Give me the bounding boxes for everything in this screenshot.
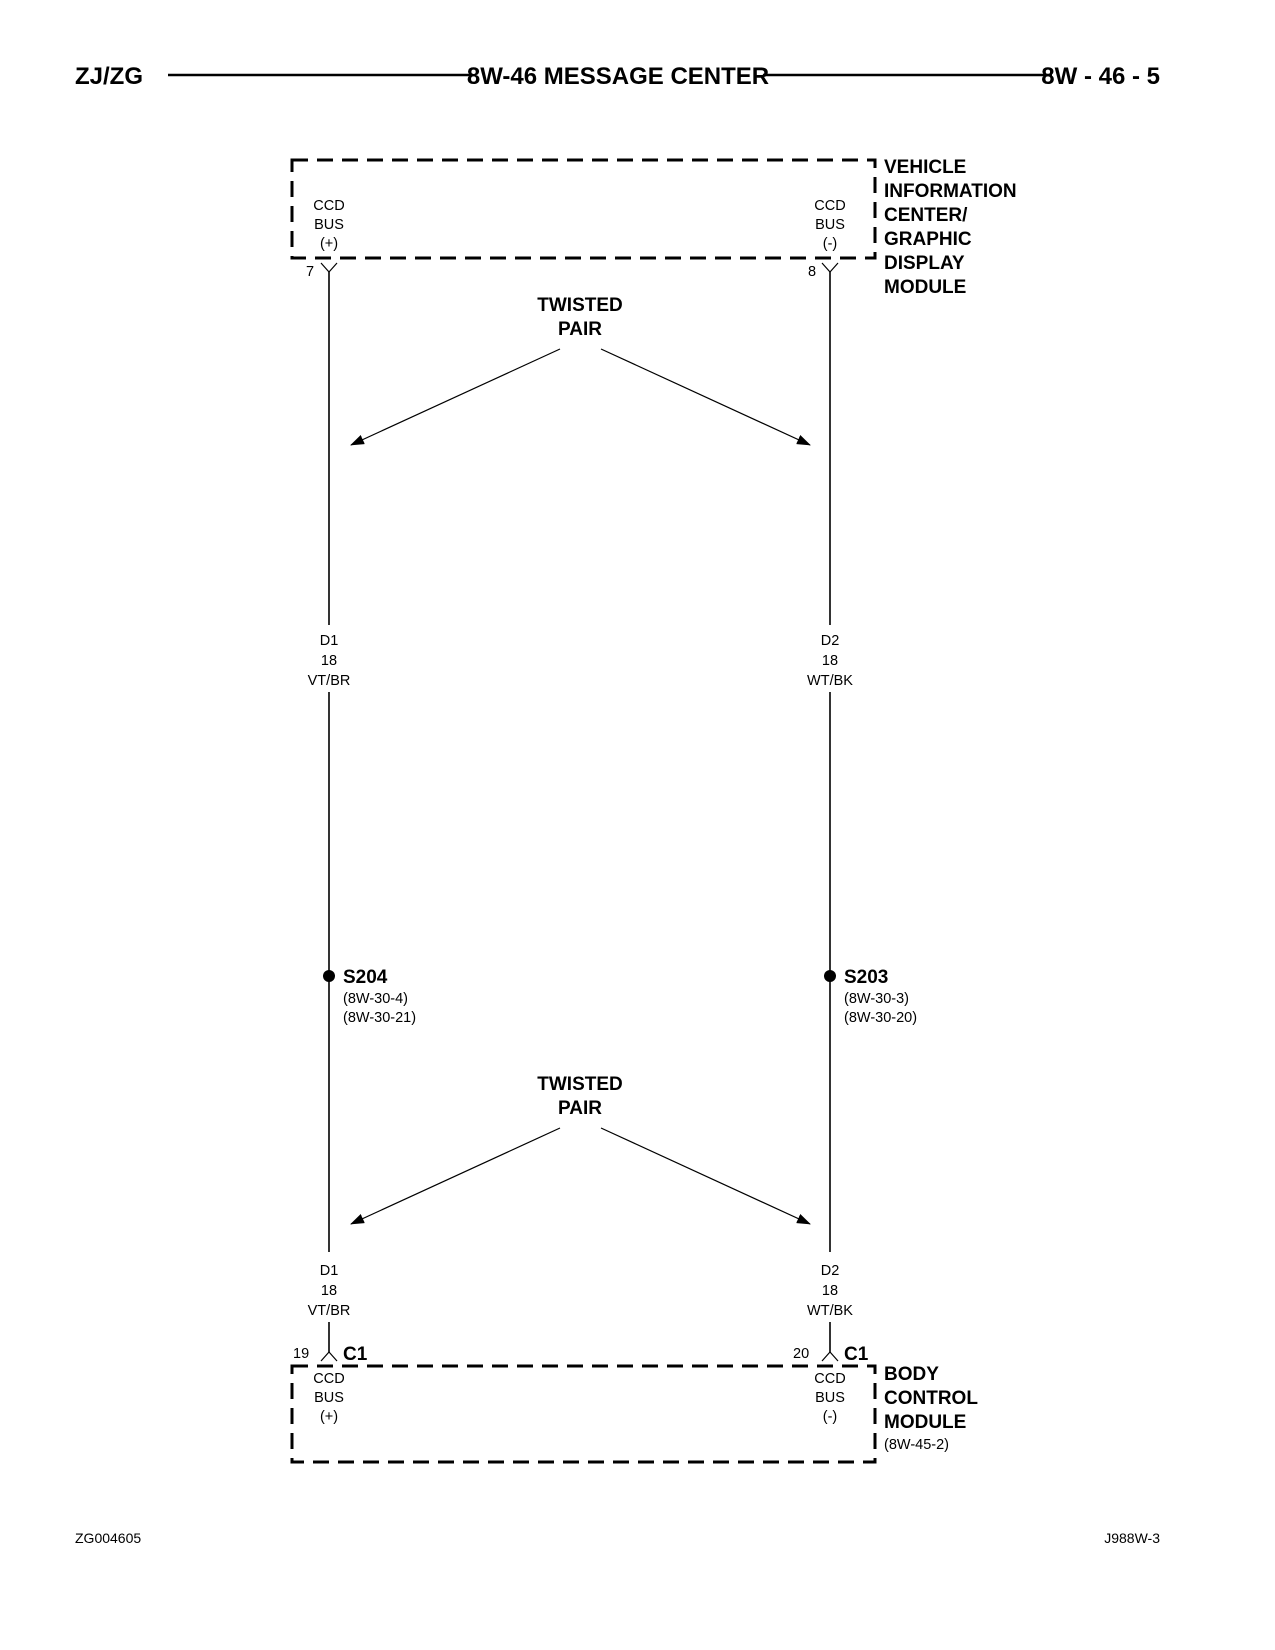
header-page-number: 8W - 46 - 5 xyxy=(1041,63,1160,90)
svg-text:BUS: BUS xyxy=(815,217,845,233)
splice-s204-id: S204 xyxy=(343,967,388,988)
twisted-pair-lower-arrow-right xyxy=(601,1128,810,1224)
svg-text:CCD: CCD xyxy=(313,1371,345,1387)
bottom-module-name xyxy=(884,1364,978,1433)
svg-text:(8W-30-4): (8W-30-4) xyxy=(343,991,408,1007)
bottom-left-connector-symbol xyxy=(321,1352,337,1361)
footer-figure-id: ZG004605 xyxy=(75,1530,142,1546)
wire-d1-upper-label xyxy=(308,633,351,689)
svg-text:DISPLAY: DISPLAY xyxy=(884,253,965,274)
svg-text:GRAPHIC: GRAPHIC xyxy=(884,229,972,250)
svg-text:CCD: CCD xyxy=(814,198,846,214)
bottom-module-box xyxy=(292,1366,875,1462)
top-left-pin-number: 7 xyxy=(306,264,315,280)
splice-s203-dot xyxy=(824,970,836,982)
svg-text:WT/BK: WT/BK xyxy=(807,1303,853,1319)
bottom-left-pin-number: 19 xyxy=(293,1346,310,1362)
header-title: 8W-46 MESSAGE CENTER xyxy=(466,63,770,90)
svg-text:18: 18 xyxy=(821,653,839,669)
twisted-pair-upper-arrow-right xyxy=(601,349,810,445)
svg-text:WT/BK: WT/BK xyxy=(807,673,853,689)
bottom-left-connector-id: C1 xyxy=(343,1344,368,1365)
svg-text:MODULE: MODULE xyxy=(884,1412,967,1433)
svg-text:D1: D1 xyxy=(319,633,339,649)
svg-text:CENTER/: CENTER/ xyxy=(884,205,968,226)
svg-text:CCD: CCD xyxy=(814,1371,846,1387)
svg-text:18: 18 xyxy=(320,653,338,669)
top-left-pin-label xyxy=(313,198,344,252)
top-right-pin-label xyxy=(814,198,845,252)
svg-text:D1: D1 xyxy=(319,1263,339,1279)
svg-text:D2: D2 xyxy=(820,633,840,649)
svg-text:(8W-30-3): (8W-30-3) xyxy=(844,991,909,1007)
svg-text:INFORMATION: INFORMATION xyxy=(884,181,1017,202)
svg-text:TWISTED: TWISTED xyxy=(537,295,623,316)
svg-text:(-): (-) xyxy=(822,236,838,252)
svg-text:D2: D2 xyxy=(820,1263,840,1279)
svg-text:PAIR: PAIR xyxy=(558,319,602,340)
bottom-module-ref: (8W-45-2) xyxy=(884,1437,949,1453)
svg-text:BUS: BUS xyxy=(314,1390,344,1406)
svg-text:VT/BR: VT/BR xyxy=(307,1303,351,1319)
svg-text:(+): (+) xyxy=(319,236,339,252)
svg-text:CONTROL: CONTROL xyxy=(884,1388,978,1409)
svg-text:(8W-30-21): (8W-30-21) xyxy=(343,1010,417,1026)
svg-text:PAIR: PAIR xyxy=(558,1098,602,1119)
bottom-right-connector-symbol xyxy=(822,1352,838,1361)
svg-text:18: 18 xyxy=(821,1283,839,1299)
svg-text:TWISTED: TWISTED xyxy=(537,1074,623,1095)
bottom-right-pin-label xyxy=(814,1371,845,1425)
footer-doc-id: J988W-3 xyxy=(1104,1530,1160,1546)
bottom-right-connector-id: C1 xyxy=(844,1344,869,1365)
svg-text:CCD: CCD xyxy=(313,198,345,214)
svg-text:(-): (-) xyxy=(822,1409,838,1425)
svg-text:(8W-30-20): (8W-30-20) xyxy=(844,1010,918,1026)
svg-text:VT/BR: VT/BR xyxy=(307,673,351,689)
svg-text:BUS: BUS xyxy=(314,217,344,233)
bottom-left-pin-label xyxy=(313,1371,344,1425)
top-right-connector-symbol xyxy=(822,263,838,272)
svg-text:BUS: BUS xyxy=(815,1390,845,1406)
twisted-pair-lower-label xyxy=(537,1074,623,1119)
twisted-pair-upper-label xyxy=(537,295,623,340)
twisted-pair-lower-arrow-left xyxy=(351,1128,560,1224)
top-right-pin-number: 8 xyxy=(808,264,817,280)
splice-s204-refs xyxy=(343,991,416,1026)
top-module-name xyxy=(884,157,1017,298)
svg-text:18: 18 xyxy=(320,1283,338,1299)
splice-s203-refs xyxy=(844,991,917,1026)
svg-text:MODULE: MODULE xyxy=(884,277,967,298)
splice-s203-id: S203 xyxy=(844,967,889,988)
top-left-connector-symbol xyxy=(321,263,337,272)
svg-text:VEHICLE: VEHICLE xyxy=(884,157,967,178)
wire-d2-upper-label xyxy=(807,633,853,689)
twisted-pair-upper-arrow-left xyxy=(351,349,560,445)
top-module-box xyxy=(292,160,875,258)
svg-text:BODY: BODY xyxy=(884,1364,939,1385)
header-model: ZJ/ZG xyxy=(75,63,144,90)
bottom-right-pin-number: 20 xyxy=(793,1346,810,1362)
splice-s204-dot xyxy=(323,970,335,982)
svg-text:(+): (+) xyxy=(319,1409,339,1425)
